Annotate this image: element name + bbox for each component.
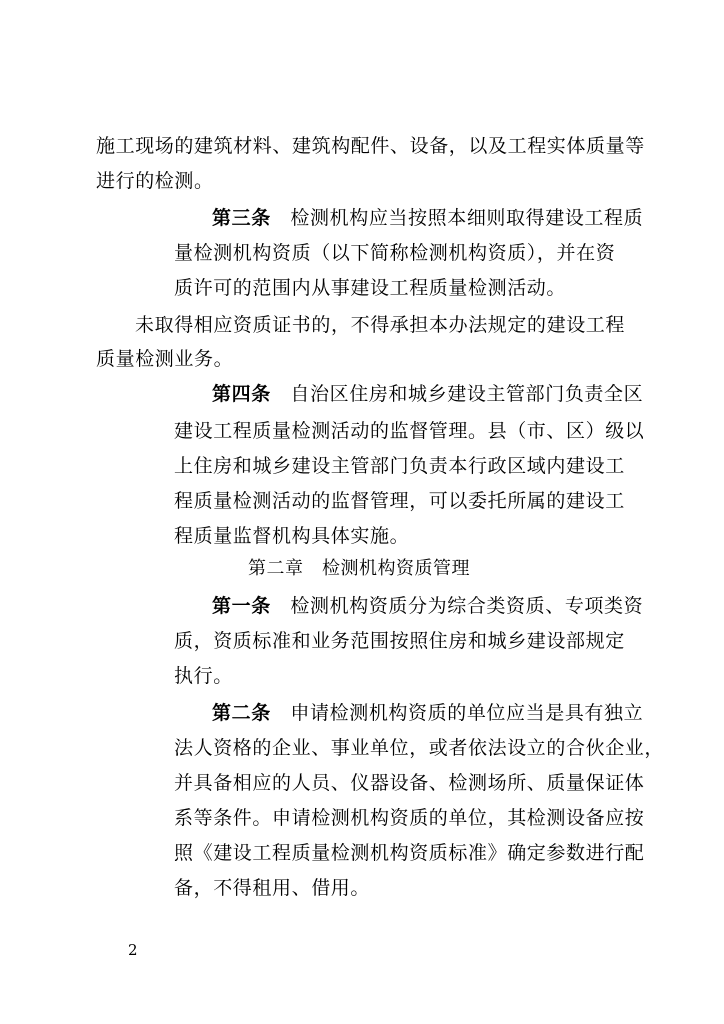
article-4-heading: 第四条	[212, 383, 271, 405]
article-4-text: 自治区住房和城乡建设主管部门负责全区	[290, 383, 644, 405]
body-text-line: 照《建设工程质量检测机构资质标准》确定参数进行配	[174, 842, 645, 864]
body-text-line: 进行的检测。	[96, 170, 214, 192]
ch2-article-1-text: 检测机构资质分为综合类资质、专项类资	[290, 595, 644, 617]
article-3-text: 检测机构应当按照本细则取得建设工程质	[290, 207, 644, 229]
body-text-line: 质量检测业务。	[96, 348, 234, 370]
body-text-line: 系等条件。申请检测机构资质的单位，其检测设备应按	[174, 807, 645, 829]
chapter-title: 第二章 检测机构资质管理	[248, 558, 470, 579]
article-3-line-1	[212, 205, 643, 231]
body-text-line: 上住房和城乡建设主管部门负责本行政区域内建设工	[174, 455, 625, 477]
body-text-line: 施工现场的建筑材料、建筑构配件、设备，以及工程实体质量等	[96, 135, 645, 157]
body-text-line: 程质量监督机构具体实施。	[174, 525, 410, 547]
body-text-line: 质许可的范围内从事建设工程质量检测活动。	[174, 277, 567, 299]
ch2-article-1-line-1	[212, 593, 643, 619]
ch2-article-2-line-1	[212, 700, 643, 726]
body-text-line: 并具备相应的人员、仪器设备、检测场所、质量保证体	[174, 772, 645, 794]
body-text-line: 未取得相应资质证书的，不得承担本办法规定的建设工程	[135, 314, 626, 336]
ch2-article-2-text: 申请检测机构资质的单位应当是具有独立	[290, 702, 644, 724]
body-text-line: 质，资质标准和业务范围按照住房和城乡建设部规定	[174, 630, 625, 652]
body-text-line: 建设工程质量检测活动的监督管理。县（市、区）级以	[174, 420, 645, 442]
body-text-line: 执行。	[174, 665, 233, 687]
article-4-line-1	[212, 381, 643, 407]
body-text-line: 量检测机构资质（以下简称检测机构资质），并在资	[174, 242, 616, 264]
body-text-line: 备，不得租用、借用。	[174, 877, 371, 899]
body-text-line: 程质量检测活动的监督管理，可以委托所属的建设工	[174, 490, 625, 512]
ch2-article-1-heading: 第一条	[212, 595, 271, 617]
article-3-heading: 第三条	[212, 207, 271, 229]
ch2-article-2-heading: 第二条	[212, 702, 271, 724]
body-text-line: 法人资格的企业、事业单位，或者依法设立的合伙企业，	[174, 737, 665, 759]
page-number: 2	[128, 941, 138, 959]
